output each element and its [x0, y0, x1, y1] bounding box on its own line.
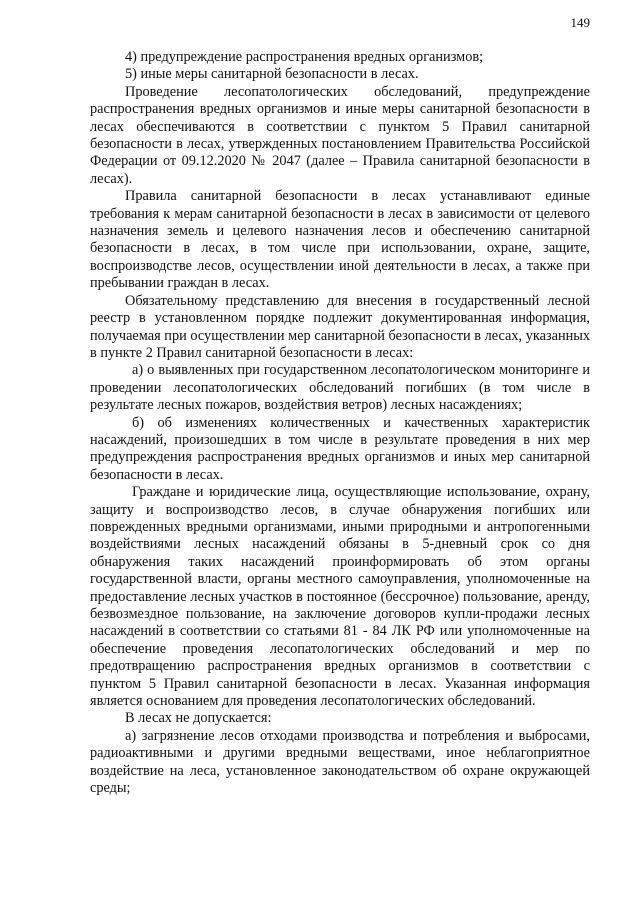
paragraph-prohibited-item-a: а) загрязнение лесов отходами производства и потребления и выбросами, радиоактивными и другими вредными веществами, иное неблагоприятное воздействие на леса, установленное законодательством об охране окружающей среды;: [90, 727, 590, 797]
paragraph-list-item-4: 4) предупреждение распространения вредных организмов;: [125, 49, 484, 65]
paragraph-sanitary-rules: Правила санитарной безопасности в лесах устанавливают единые требования к мерам санитарной безопасности в лесах в зависимости от целевого назначения земель и целевого назначения лесов и обеспечению санитарной безопасности в лесах, в том числе при использовании, охране, защите, воспроизводстве лесов, осуществлении иной деятельности в лесах, а также при пребывании граждан в лесах.: [90, 188, 590, 292]
body-text: [90, 49, 590, 797]
paragraph-list-item-5: 5) иные меры санитарной безопасности в лесах.: [125, 66, 419, 83]
paragraph-prohibited-heading: В лесах не допускается:: [125, 710, 272, 727]
paragraph-mandatory-information: Обязательному представлению для внесения в государственный лесной реестр в установленном порядке подлежит документированная информация, получаемая при осуществлении мер санитарной безопасности в лесах, указанных в пункте 2 Правил санитарной безопасности в лесах:: [90, 292, 590, 361]
paragraph-subitem-a: а) о выявленных при государственном лесопатологическом мониторинге и проведении лесопатологических обследований погибших (в том числе в результате лесных пожаров, воздействия ветров) лесных насаждениях;: [90, 362, 590, 414]
page-number: 149: [570, 15, 590, 30]
paragraph-inspections: Проведение лесопатологических обследований, предупреждение распространения вредных организмов и иные меры санитарной безопасности в лесах обеспечиваются в соответствии с пунктом 5 Правил санитарной безопасности в лесах, утвержденных постановлением Правительства Российской Федерации от 09.12.2020 № 2047 (далее – Правила санитарной безопасности в лесах).: [90, 83, 590, 187]
paragraph-subitem-b: б) об изменениях количественных и качественных характеристик насаждений, произошедших в том числе в результате проведения в них мер предупреждения распространения вредных организмов и иных мер санитарной безопасности в лесах.: [90, 414, 590, 483]
paragraph-citizens-obligations: Граждане и юридические лица, осуществляющие использование, охрану, защиту и воспроизводство лесов, в случае обнаружения погибших или поврежденных вредными организмами, иными природными и антропогенными воздействиями лесных насаждений обязаны в 5-дневный срок со дня обнаружения таких насаждений проинформировать об этом органы государственной власти, органы местного самоуправления, уполномоченные на предоставление лесных участков в постоянное (бессрочное) пользование, аренду, безвозмездное пользование, на заключение договоров купли-продажи лесных насаждений в соответствии со статьями 81 - 84 ЛК РФ или уполномоченные на обеспечение проведения лесопатологических обследований и мер по предотвращению распространения вредных организмов в соответствии с пунктом 5 Правил санитарной безопасности в лесах. Указанная информация является основанием для проведения лесопатологических обследований.: [90, 484, 590, 710]
